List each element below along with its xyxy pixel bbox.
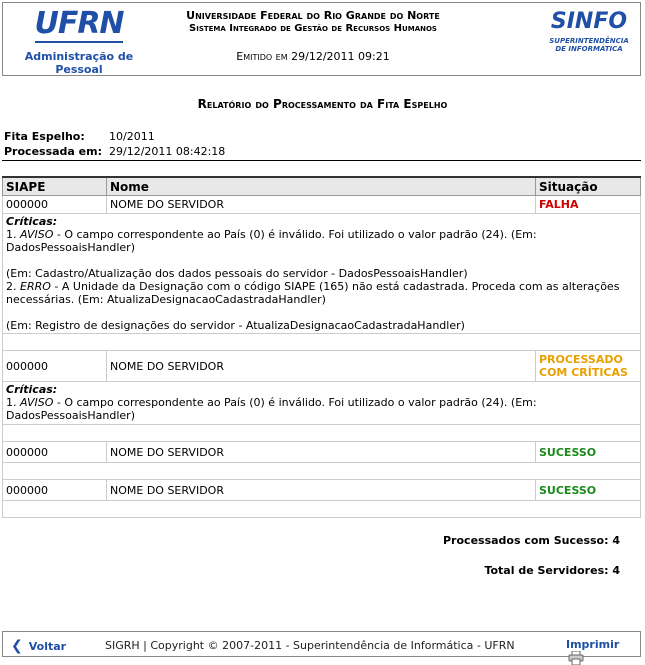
emitted-date: Emitido em 29/12/2011 09:21 xyxy=(236,50,390,63)
criticas-row xyxy=(3,214,641,334)
ufrn-logo-mark: UFRN xyxy=(34,6,124,41)
fita-espelho-row xyxy=(4,130,155,143)
table-row xyxy=(3,351,641,382)
processados-sucesso: Processados com Sucesso: 4 xyxy=(443,534,620,547)
siape-cell: 000000 xyxy=(3,351,107,382)
critica-item: 1. AVISO - O campo correspondente ao País (0) é inválido. Foi utilizado o valor padrão (24). (Em: DadosPessoaisHandler) xyxy=(6,396,537,422)
table-row xyxy=(3,196,641,214)
back-button[interactable]: ❮ Voltar xyxy=(11,638,67,654)
fita-label: Fita Espelho: xyxy=(4,130,85,143)
col-nome: Nome xyxy=(107,177,536,196)
critica-extra: (Em: Cadastro/Atualização dos dados pessoais do servidor - DadosPessoaisHandler) xyxy=(6,267,468,280)
report-title: Relatório do Processamento da Fita Espelho xyxy=(197,97,448,111)
status-badge: FALHA xyxy=(536,196,641,214)
total-servidores: Total de Servidores: 4 xyxy=(484,564,620,577)
nome-cell: NOME DO SERVIDOR xyxy=(107,196,536,214)
header-center xyxy=(153,9,473,63)
siape-cell: 000000 xyxy=(3,196,107,214)
processada-row xyxy=(4,145,225,158)
criticas-row xyxy=(3,382,641,425)
sinfo-logo-mark: SINFO xyxy=(550,9,628,34)
table-row xyxy=(3,480,641,501)
status-badge: SUCESSO xyxy=(536,442,641,463)
ufrn-logo xyxy=(19,7,139,76)
report-header xyxy=(2,2,641,76)
processada-value: 29/12/2011 08:42:18 xyxy=(109,145,226,158)
copyright-text: SIGRH | Copyright © 2007-2011 - Superintendência de Informática - UFRN xyxy=(105,639,515,652)
nome-cell: NOME DO SERVIDOR xyxy=(107,480,536,501)
fita-value: 10/2011 xyxy=(109,130,155,143)
processada-label: Processada em: xyxy=(4,145,102,158)
footer xyxy=(2,631,641,657)
sinfo-logo xyxy=(549,7,629,53)
sinfo-logo-text: SUPERINTENDÊNCIA DE INFORMÁTICA xyxy=(549,37,629,53)
system-name: Sistema Integrado de Gestão de Recursos Humanos xyxy=(189,23,437,34)
critica-extra: (Em: Registro de designações do servidor - AtualizaDesignacaoCadastradaHandler) xyxy=(6,319,465,332)
siape-cell: 000000 xyxy=(3,442,107,463)
table-row xyxy=(3,442,641,463)
nome-cell: NOME DO SERVIDOR xyxy=(107,442,536,463)
university-name: Universidade Federal do Rio Grande do Norte xyxy=(186,9,440,22)
status-badge: PROCESSADO COM CRÍTICAS xyxy=(536,351,641,382)
printer-icon xyxy=(568,651,584,665)
criticas-title: Críticas: xyxy=(6,215,58,228)
col-situacao: Situação xyxy=(536,177,641,196)
status-badge: SUCESSO xyxy=(536,480,641,501)
criticas-title: Críticas: xyxy=(6,383,58,396)
results-table xyxy=(2,176,641,518)
siape-cell: 000000 xyxy=(3,480,107,501)
back-arrow-icon: ❮ xyxy=(11,638,23,654)
col-siape: SIAPE xyxy=(3,177,107,196)
critica-item: 1. AVISO - O campo correspondente ao País (0) é inválido. Foi utilizado o valor padrão (24). (Em: DadosPessoaisHandler) xyxy=(6,228,537,254)
department-name: Administração de Pessoal xyxy=(24,50,134,76)
divider xyxy=(2,160,641,161)
print-button[interactable]: Imprimir xyxy=(566,638,640,665)
nome-cell: NOME DO SERVIDOR xyxy=(107,351,536,382)
critica-item: 2. ERRO - A Unidade da Designação com o código SIAPE (165) não está cadastrada. Proceda com as alterações necessárias. (Em: AtualizaDesignacaoCadastradaHandler) xyxy=(6,280,620,306)
